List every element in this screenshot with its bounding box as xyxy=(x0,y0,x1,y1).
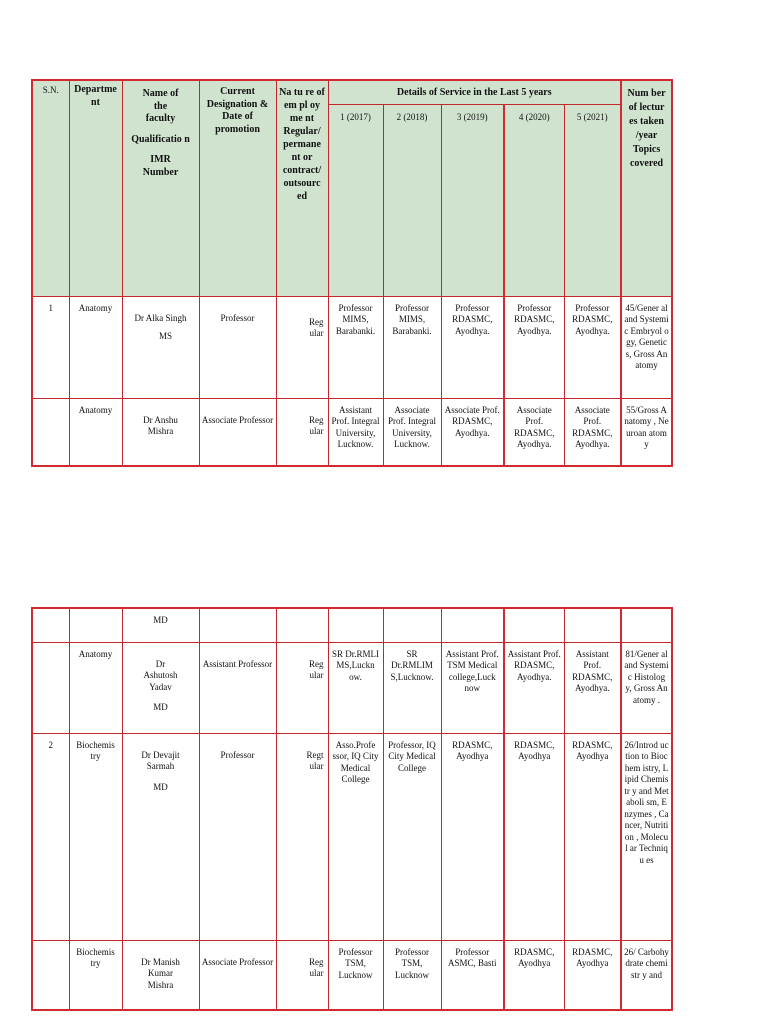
cell-department: Anatomy xyxy=(69,296,122,398)
cell-lectures: 26/Introd uction to Biochem istry, Lipid Chemistr y and Metaboli sm, Enzymes , Cancer, Nutrition , Molecul ar Techniqu es xyxy=(621,733,672,940)
cell-faculty xyxy=(122,940,199,1010)
cell-year-3: Associate Prof. RDASMC, Ayodhya. xyxy=(441,398,504,466)
cell-designation: Associate Professor xyxy=(199,398,276,466)
cell-nature: Regt ular xyxy=(276,733,328,940)
cell-sn xyxy=(32,940,69,1010)
cell-year-5: Associate Prof. RDASMC, Ayodhya. xyxy=(564,398,621,466)
cell-year-2 xyxy=(383,608,441,642)
cell-department: Anatomy xyxy=(69,642,122,733)
cell-year-2: Associate Prof. Integral University, Lucknow. xyxy=(383,398,441,466)
cell-designation: Assistant Professor xyxy=(199,642,276,733)
cell-lectures: 55/Gross Anatomy , Neuroan atomy xyxy=(621,398,672,466)
faculty-qualification: MS xyxy=(158,331,172,341)
cell-department: Anatomy xyxy=(69,398,122,466)
cell-year-1: SR Dr.RMLI MS,Luckn ow. xyxy=(328,642,383,733)
faculty-name: Dr Manish Kumar Mishra xyxy=(141,956,180,990)
cell-year-1: Asso.Profe ssor, IQ City Medical College xyxy=(328,733,383,940)
cell-sn xyxy=(32,398,69,466)
cell-year-3 xyxy=(441,608,504,642)
cell-year-5: RDASMC, Ayodhya xyxy=(564,940,621,1010)
faculty-name: Dr Anshu Mishra xyxy=(143,414,178,436)
cell-year-4: Assistant Prof. RDASMC, Ayodhya. xyxy=(504,642,564,733)
cell-year-3: Assistant Prof. TSM Medical college,Luck now xyxy=(441,642,504,733)
cell-year-5: RDASMC, Ayodhya xyxy=(564,733,621,940)
cell-designation: Associate Professor xyxy=(199,940,276,1010)
faculty-table-bottom xyxy=(31,607,673,1011)
cell-year-3: RDASMC, Ayodhya xyxy=(441,733,504,940)
cell-year-2: Professor TSM, Lucknow xyxy=(383,940,441,1010)
cell-year-5: Professor RDASMC, Ayodhya. xyxy=(564,296,621,398)
header-lectures: Num ber of lectur es taken /year Topics covered xyxy=(621,80,672,296)
table-row xyxy=(32,940,672,1010)
cell-designation xyxy=(199,608,276,642)
cell-sn xyxy=(32,608,69,642)
cell-year-1: Professor MIMS, Barabanki. xyxy=(328,296,383,398)
cell-sn xyxy=(32,642,69,733)
faculty-name: Dr Ashutosh Yadav xyxy=(143,658,178,692)
cell-year-4: Associate Prof. RDASMC, Ayodhya. xyxy=(504,398,564,466)
cell-year-4: Professor RDASMC, Ayodhya. xyxy=(504,296,564,398)
table-row xyxy=(32,398,672,466)
cell-department: Biochemis try xyxy=(69,940,122,1010)
faculty-qualification: MD xyxy=(153,781,168,792)
header-designation: Current Designation & Date of promotion xyxy=(199,80,276,296)
cell-year-1: Assistant Prof. Integral University, Lucknow. xyxy=(328,398,383,466)
cell-year-3: Professor RDASMC, Ayodhya. xyxy=(441,296,504,398)
cell-nature xyxy=(276,608,328,642)
faculty-table-top xyxy=(31,79,673,467)
cell-designation: Professor xyxy=(199,296,276,398)
header-department: Departme nt xyxy=(69,80,122,296)
cell-lectures xyxy=(621,608,672,642)
header-year-3: 3 (2019) xyxy=(441,104,504,296)
cell-year-4 xyxy=(504,608,564,642)
cell-faculty xyxy=(122,642,199,733)
header-faculty-imr: IMR Number xyxy=(142,154,179,178)
cell-sn: 2 xyxy=(32,733,69,940)
table-row xyxy=(32,733,672,940)
cell-lectures: 26/ Carbohy drate chemistr y and xyxy=(621,940,672,1010)
cell-nature: Reg ular xyxy=(276,398,328,466)
cell-nature: Reg ular xyxy=(276,642,328,733)
header-faculty-name: Name of the faculty xyxy=(142,88,179,124)
cell-year-2: SR Dr.RMLIM S,Lucknow. xyxy=(383,642,441,733)
cell-faculty xyxy=(122,733,199,940)
header-service-details: Details of Service in the Last 5 years xyxy=(328,80,621,104)
cell-faculty xyxy=(122,296,199,398)
header-year-1: 1 (2017) xyxy=(328,104,383,296)
faculty-name: Dr Alka Singh xyxy=(134,312,187,323)
faculty-qualification: MD xyxy=(153,702,168,712)
cell-year-4: RDASMC, Ayodhya xyxy=(504,940,564,1010)
header-faculty-qualification: Qualificatio n xyxy=(131,133,190,145)
cell-faculty xyxy=(122,398,199,466)
cell-department xyxy=(69,608,122,642)
header-year-2: 2 (2018) xyxy=(383,104,441,296)
header-year-5: 5 (2021) xyxy=(564,104,621,296)
cell-nature: Reg ular xyxy=(276,940,328,1010)
cell-sn: 1 xyxy=(32,296,69,398)
cell-year-5 xyxy=(564,608,621,642)
cell-lectures: 81/Gener al and Systemic Histolog y, Gross Anatomy . xyxy=(621,642,672,733)
cell-year-5: Assistant Prof. RDASMC, Ayodhya. xyxy=(564,642,621,733)
table-row xyxy=(32,296,672,398)
header-year-4: 4 (2020) xyxy=(504,104,564,296)
header-sn: S.N. xyxy=(32,80,69,296)
table-row xyxy=(32,608,672,642)
cell-lectures: 45/Gener al and Systemic Embryol ogy, Genetics, Gross Anatomy xyxy=(621,296,672,398)
cell-year-2: Professor MIMS, Barabanki. xyxy=(383,296,441,398)
cell-year-2: Professor, IQ City Medical College xyxy=(383,733,441,940)
cell-nature: Reg ular xyxy=(276,296,328,398)
table-row xyxy=(32,642,672,733)
header-faculty xyxy=(122,80,199,296)
faculty-name: Dr Devajit Sarmah xyxy=(141,749,180,771)
cell-faculty: MD xyxy=(122,608,199,642)
cell-year-1: Professor TSM, Lucknow xyxy=(328,940,383,1010)
header-nature: Na tu re of em pl oy me nt Regular/ permane nt or contract/ outsourc ed xyxy=(276,80,328,296)
cell-department: Biochemis try xyxy=(69,733,122,940)
cell-year-1 xyxy=(328,608,383,642)
cell-year-4: RDASMC, Ayodhya xyxy=(504,733,564,940)
cell-year-3: Professor ASMC, Basti xyxy=(441,940,504,1010)
cell-designation: Professor xyxy=(199,733,276,940)
